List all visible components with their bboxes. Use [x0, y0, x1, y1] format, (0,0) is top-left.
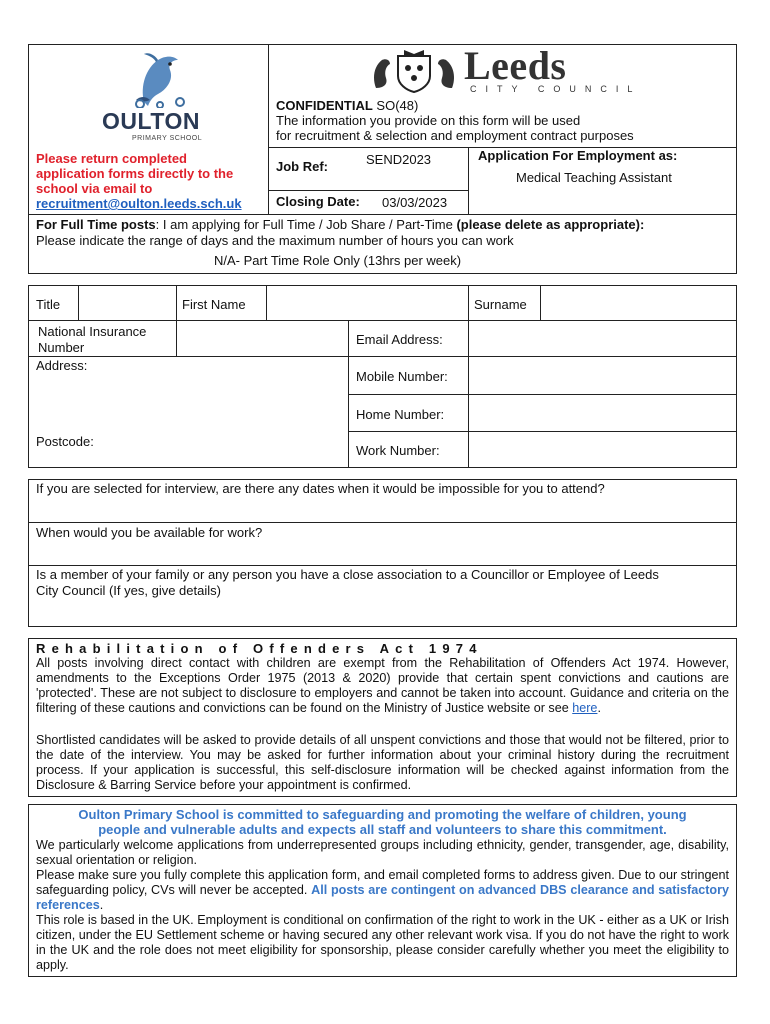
- question-availability[interactable]: When would you be available for work?: [36, 525, 263, 540]
- ni-label-line1: National Insurance: [38, 324, 147, 339]
- surname-label: Surname: [474, 297, 527, 312]
- safeguarding-p2-text: Please make sure you fully complete this application form, and email completed forms to address given. Due to our stringent safeguarding policy, CVs will never be accepted.: [36, 868, 729, 897]
- full-time-line1: [36, 217, 644, 232]
- rehab-here-link[interactable]: here: [572, 701, 598, 715]
- return-email-link[interactable]: recruitment@oulton.leeds.sch.uk: [36, 196, 242, 211]
- rehab-p1-end: .: [597, 701, 601, 715]
- closing-date-value[interactable]: 03/03/2023: [382, 195, 448, 210]
- header-vline: [468, 147, 469, 214]
- ni-label: [38, 324, 146, 356]
- question-association-line2: City Council (If yes, give details): [36, 583, 221, 598]
- header-divider: [268, 44, 269, 214]
- safeguarding-heading-line1: Oulton Primary School is committed to safeguarding and promoting the welfare of children, young: [78, 807, 687, 822]
- safeguarding-paragraph-1: We particularly welcome applications from underrepresented groups including ethnicity, gender, transgender, age, disability, sexual orientation or religion.: [36, 838, 729, 867]
- rehab-paragraph-2: Shortlisted candidates will be asked to provide details of all unspent convictions and those that would not be filtered, prior to the date of the interview. You may be asked for further information about your criminal history during the recruitment process. If your application is successful, this self-disclosure information will be checked against information from the Disclosure & Barring Service before your appointment is confirmed.: [36, 733, 729, 792]
- rehab-heading: Rehabilitation of Offenders Act 1974: [36, 641, 483, 656]
- title-field[interactable]: [79, 286, 176, 320]
- confidential-code: SO(48): [376, 98, 419, 113]
- school-logo: [100, 50, 220, 145]
- safeguarding-p2-end: .: [99, 898, 104, 912]
- question-association[interactable]: [36, 567, 659, 599]
- full-time-hours[interactable]: N/A- Part Time Role Only (13hrs per week): [214, 253, 462, 268]
- application-for-value[interactable]: Medical Teaching Assistant: [516, 170, 672, 185]
- question-interview-dates[interactable]: If you are selected for interview, are there any dates when it would be impossible for you to attend?: [36, 481, 605, 496]
- coat-of-arms-icon: [368, 48, 460, 94]
- confidential-label: CONFIDENTIAL: [276, 98, 373, 113]
- question-association-line1: Is a member of your family or any person you have a close association to a Councillor or Employee of Leeds: [36, 567, 659, 582]
- council-logo: [368, 43, 658, 96]
- full-time-note: (please delete as appropriate):: [456, 217, 645, 232]
- mobile-field[interactable]: [469, 357, 736, 394]
- return-line3: school via email to: [36, 181, 153, 196]
- safeguarding-heading-line2: people and vulnerable adults and expects all staff and volunteers to share this commitment.: [98, 822, 667, 837]
- email-label: Email Address:: [356, 332, 443, 347]
- work-label: Work Number:: [356, 443, 440, 458]
- rehab-paragraph-1: [36, 656, 729, 716]
- rehab-p1-text: All posts involving direct contact with children are exempt from the Rehabilitation of Offenders Act 1974. However, amendments to the Exceptions Order 1975 (2013 & 2020) provide that certain spent convictions and cautions are 'protected'. These are not subject to disclosure to employers and cannot be taken into account. Guidance and criteria on the filtering of these cautions and convictions can be found on the Ministry of Justice website or see: [36, 656, 729, 715]
- ni-bottom: [28, 356, 348, 357]
- work-field[interactable]: [469, 432, 736, 467]
- safeguarding-paragraph-2: [36, 868, 729, 913]
- return-line1: Please return completed: [36, 151, 187, 166]
- council-logo-name: Leeds: [464, 43, 567, 88]
- q2-bottom: [28, 565, 737, 566]
- return-notice: [36, 151, 242, 211]
- return-line2: application forms directly to the: [36, 166, 234, 181]
- job-ref-label: Job Ref:: [276, 159, 328, 174]
- questions-box: [28, 479, 737, 627]
- address-field[interactable]: [29, 375, 347, 430]
- header-hline-2: [268, 190, 468, 191]
- school-logo-subtitle: PRIMARY SCHOOL: [132, 135, 203, 142]
- q1-bottom: [28, 522, 737, 523]
- home-field[interactable]: [469, 395, 736, 431]
- closing-date-label: Closing Date:: [276, 194, 360, 209]
- safeguarding-heading: [36, 807, 729, 837]
- confidential-line1: The information you provide on this form will be used: [276, 113, 581, 128]
- ni-field[interactable]: [177, 321, 347, 356]
- postcode-label: Postcode:: [36, 434, 94, 449]
- first-name-field[interactable]: [267, 286, 467, 320]
- header-bottom-line: [28, 214, 737, 215]
- mobile-label: Mobile Number:: [356, 369, 448, 384]
- school-logo-name: OULTON: [102, 108, 200, 134]
- dolphin-icon: [100, 50, 220, 108]
- full-time-label: For Full Time posts: [36, 217, 156, 232]
- full-time-text: : I am applying for Full Time / Job Share / Part-Time: [155, 217, 457, 232]
- email-field[interactable]: [469, 321, 736, 356]
- confidential-block: [276, 98, 634, 143]
- home-label: Home Number:: [356, 407, 445, 422]
- address-label: Address:: [36, 358, 88, 373]
- first-name-label: First Name: [182, 297, 246, 312]
- application-for-label: Application For Employment as:: [478, 148, 678, 163]
- safeguarding-p2-blue: All posts are contingent on advanced DBS clearance and satisfactory references: [36, 883, 729, 912]
- confidential-line2: for recruitment & selection and employment contract purposes: [276, 128, 634, 143]
- job-ref-value[interactable]: SEND2023: [366, 152, 432, 167]
- ni-label-line2: Number: [38, 340, 85, 355]
- council-logo-subtitle: CITY COUNCIL: [470, 84, 642, 94]
- surname-field[interactable]: [541, 286, 736, 320]
- full-time-line2: Please indicate the range of days and the maximum number of hours you can work: [36, 233, 514, 248]
- safeguarding-paragraph-3: This role is based in the UK. Employment is conditional on confirmation of the right to work in the UK - either as a UK or Irish citizen, under the EU Settlement scheme or having secured any other relevant work visa. If you do not have the right to work in the UK and the role does not meet eligibility for sponsorship, please consider carefully whether you meet the eligibility to apply.: [36, 913, 729, 972]
- title-label: Title: [36, 297, 61, 312]
